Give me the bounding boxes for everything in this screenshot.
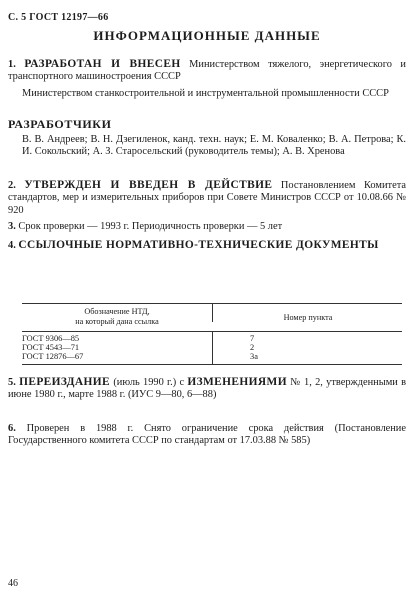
item-3	[8, 221, 406, 233]
table-header-col1	[22, 307, 212, 327]
item-1	[8, 58, 406, 84]
row-point: 7	[250, 334, 255, 343]
item-6-number: 6.	[8, 423, 16, 434]
item-1-number: 1.	[8, 59, 16, 70]
item-5	[8, 376, 406, 402]
page-number: 46	[8, 578, 18, 589]
item-1-text-2: Министерством станкостроительной и инструментальной промышленности СССР	[22, 88, 389, 99]
item-5-number: 5.	[8, 377, 16, 388]
item-5-mid: (июль 1990 г.) с	[113, 377, 185, 388]
row-doc: ГОСТ 4543—71	[22, 343, 80, 352]
item-4-number: 4.	[8, 240, 16, 251]
references-table	[22, 303, 402, 365]
item-6	[8, 423, 406, 448]
developers-list: В. В. Андреев; В. Н. Дзегиленок, канд. техн. наук; Е. М. Коваленко; В. А. Петрова; К. И. Сокольский; А. З. Старосельский (руководитель темы); А. В. Хренова	[22, 134, 406, 158]
item-3-number: 3.	[8, 221, 16, 232]
item-2	[8, 179, 406, 217]
row-point: 3а	[250, 352, 258, 361]
item-4	[8, 239, 406, 252]
row-point: 2	[250, 343, 255, 352]
row-doc: ГОСТ 12876—67	[22, 352, 84, 361]
running-header: С. 5 ГОСТ 12197—66	[8, 12, 109, 23]
col1-header-line2: на который дана ссылка	[75, 317, 159, 326]
row-doc: ГОСТ 9306—85	[22, 334, 80, 343]
table-header-row	[22, 304, 402, 332]
item-5-text: № 1, 2, утвержденными в июне 1980 г., марте 1988 г. (ИУС 9—80, 6—88)	[8, 377, 407, 401]
item-1-text: Министерством тяжелого, энергетического и транспортного машиностроения СССР	[8, 59, 406, 83]
item-5-caps-1: ПЕРЕИЗДАНИЕ	[19, 376, 111, 388]
item-2-number: 2.	[8, 180, 16, 191]
item-4-caps: ССЫЛОЧНЫЕ НОРМАТИВНО-ТЕХНИЧЕСКИЕ ДОКУМЕНТЫ	[18, 239, 379, 251]
table-header-col2	[212, 304, 403, 322]
item-6-text: Проверен в 1988 г. Снято ограничение срока действия (Постановление Государственного комитета СССР по стандартам от 17.03.88 № 585)	[8, 423, 406, 447]
col2-header: Номер пункта	[283, 313, 333, 322]
item-5-caps-2: ИЗМЕНЕНИЯМИ	[187, 376, 287, 388]
table-row	[22, 352, 402, 362]
col1-header-line1: Обозначение НТД,	[84, 307, 150, 316]
item-2-caps: УТВЕРЖДЕН И ВВЕДЕН В ДЕЙСТВИЕ	[24, 179, 273, 191]
item-2-text: Постановлением Комитета стандартов, мер и измерительных приборов при Совете Министров СССР от 10.08.66 № 920	[8, 180, 406, 216]
developers-heading: РАЗРАБОТЧИКИ	[8, 117, 112, 131]
item-3-text: Срок проверки — 1993 г. Периодичность проверки — 5 лет	[18, 221, 283, 232]
page-title: ИНФОРМАЦИОННЫЕ ДАННЫЕ	[93, 28, 321, 43]
item-1-caps: РАЗРАБОТАН И ВНЕСЕН	[24, 58, 181, 70]
